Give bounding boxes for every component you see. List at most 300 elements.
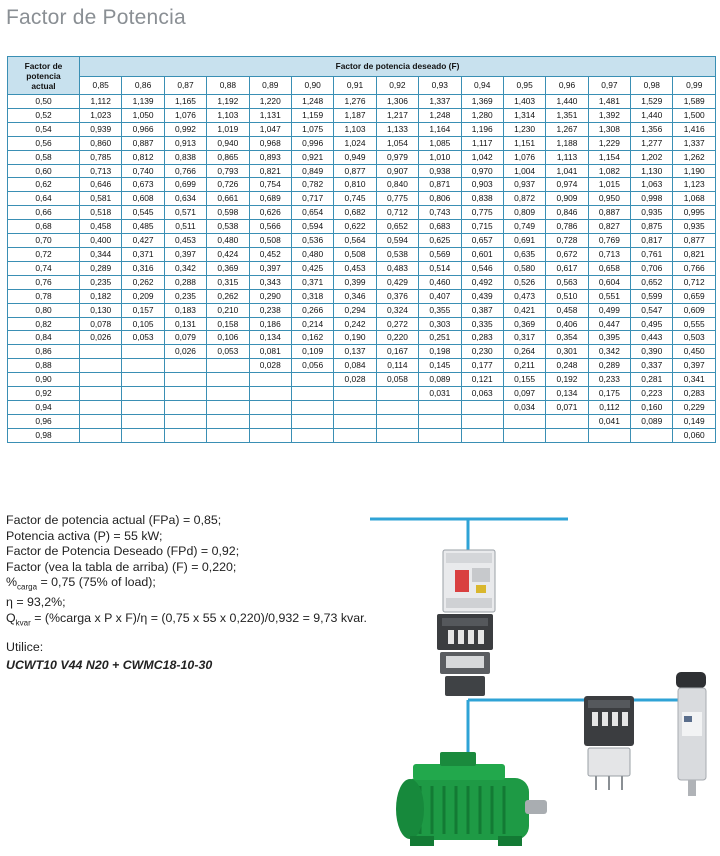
- factor-cell: 0,190: [334, 331, 376, 345]
- factor-cell: 0,581: [80, 192, 122, 206]
- factor-cell: 0,105: [122, 317, 164, 331]
- factor-cell: [80, 345, 122, 359]
- desired-pf-column-header: 0,97: [588, 77, 630, 95]
- factor-cell: 0,427: [122, 234, 164, 248]
- factor-cell: 1,369: [461, 95, 503, 109]
- factor-cell: 0,355: [419, 303, 461, 317]
- factor-cell: 0,301: [546, 345, 588, 359]
- factor-cell: 0,483: [376, 261, 418, 275]
- factor-cell: 1,117: [461, 136, 503, 150]
- factor-cell: 0,503: [673, 331, 716, 345]
- factor-cell: [164, 428, 206, 442]
- factor-cell: 0,761: [631, 247, 673, 261]
- table-row: [8, 303, 716, 317]
- factor-cell: 1,004: [503, 164, 545, 178]
- factor-cell: 0,177: [461, 359, 503, 373]
- factor-cell: 1,082: [588, 164, 630, 178]
- factor-cell: 0,121: [461, 373, 503, 387]
- factor-cell: 0,571: [164, 206, 206, 220]
- factor-cell: 0,342: [164, 261, 206, 275]
- factor-cell: 1,103: [334, 122, 376, 136]
- current-pf-cell: 0,90: [8, 373, 80, 387]
- factor-cell: 0,281: [631, 373, 673, 387]
- factor-cell: [80, 400, 122, 414]
- table-row: [8, 275, 716, 289]
- factor-cell: 0,538: [207, 220, 249, 234]
- factor-cell: 0,453: [334, 261, 376, 275]
- capacitor-contactor-icon: [584, 696, 634, 790]
- factor-cell: 0,672: [546, 247, 588, 261]
- factor-cell: [164, 414, 206, 428]
- factor-cell: 0,608: [122, 192, 164, 206]
- kvar-formula-line: [6, 611, 406, 631]
- factor-cell: 1,267: [546, 122, 588, 136]
- factor-cell: 0,950: [588, 192, 630, 206]
- power-factor-table: [7, 56, 716, 443]
- factor-cell: 0,183: [164, 303, 206, 317]
- factor-cell: 0,609: [673, 303, 716, 317]
- factor-cell: 0,634: [164, 192, 206, 206]
- factor-cell: 0,248: [546, 359, 588, 373]
- factor-cell: 0,635: [503, 247, 545, 261]
- factor-cell: 0,233: [588, 373, 630, 387]
- factor-cell: 1,306: [376, 95, 418, 109]
- factor-cell: 1,054: [376, 136, 418, 150]
- table-row: [8, 400, 716, 414]
- factor-cell: 1,010: [419, 150, 461, 164]
- factor-cell: 1,190: [673, 164, 716, 178]
- factor-cell: 0,407: [419, 289, 461, 303]
- factor-cell: 1,481: [588, 95, 630, 109]
- current-pf-cell: 0,98: [8, 428, 80, 442]
- factor-cell: 0,318: [291, 289, 333, 303]
- factor-cell: 0,371: [122, 247, 164, 261]
- factor-cell: 0,078: [80, 317, 122, 331]
- factor-cell: [291, 428, 333, 442]
- factor-cell: 1,131: [249, 108, 291, 122]
- factor-cell: 0,995: [673, 206, 716, 220]
- current-pf-cell: 0,66: [8, 206, 80, 220]
- factor-cell: 0,594: [291, 220, 333, 234]
- factor-cell: 1,392: [588, 108, 630, 122]
- factor-cell: 0,547: [631, 303, 673, 317]
- factor-cell: [419, 414, 461, 428]
- factor-cell: 0,182: [80, 289, 122, 303]
- table-row: [8, 95, 716, 109]
- factor-cell: 1,314: [503, 108, 545, 122]
- factor-cell: 0,137: [334, 345, 376, 359]
- factor-cell: 1,063: [631, 178, 673, 192]
- factor-cell: 0,604: [588, 275, 630, 289]
- factor-cell: 0,210: [207, 303, 249, 317]
- factor-cell: [376, 400, 418, 414]
- factor-cell: 1,337: [673, 136, 716, 150]
- factor-cell: 1,015: [588, 178, 630, 192]
- factor-cell: [164, 387, 206, 401]
- factor-cell: 0,793: [207, 164, 249, 178]
- factor-cell: 0,315: [207, 275, 249, 289]
- factor-cell: 1,248: [419, 108, 461, 122]
- factor-cell: 0,106: [207, 331, 249, 345]
- factor-cell: 0,838: [164, 150, 206, 164]
- factor-cell: 0,821: [249, 164, 291, 178]
- current-pf-cell: 0,92: [8, 387, 80, 401]
- factor-cell: [461, 428, 503, 442]
- factor-cell: 0,053: [207, 345, 249, 359]
- table-row: [8, 247, 716, 261]
- desired-pf-column-header: 0,86: [122, 77, 164, 95]
- factor-cell: 1,202: [631, 150, 673, 164]
- factor-cell: 0,495: [631, 317, 673, 331]
- factor-cell: 0,235: [164, 289, 206, 303]
- factor-cell: 0,406: [546, 317, 588, 331]
- factor-cell: 1,356: [631, 122, 673, 136]
- factor-cell: 0,907: [376, 164, 418, 178]
- factor-cell: [376, 387, 418, 401]
- factor-cell: [546, 428, 588, 442]
- current-pf-cell: 0,56: [8, 136, 80, 150]
- factor-cell: 1,280: [461, 108, 503, 122]
- factor-cell: 0,998: [631, 192, 673, 206]
- factor-cell: 0,317: [503, 331, 545, 345]
- calculation-example: [6, 513, 406, 631]
- factor-cell: 0,659: [673, 289, 716, 303]
- factor-cell: [207, 387, 249, 401]
- factor-cell: 0,097: [503, 387, 545, 401]
- contactor-icon: [437, 614, 493, 696]
- current-pf-cell: 0,58: [8, 150, 80, 164]
- factor-cell: 0,546: [461, 261, 503, 275]
- factor-cell: [249, 373, 291, 387]
- current-pf-header-line-2: potencia: [26, 70, 61, 81]
- factor-cell: 0,337: [631, 359, 673, 373]
- factor-cell: [631, 428, 673, 442]
- factor-cell: 0,026: [80, 331, 122, 345]
- factor-cell: 0,473: [503, 289, 545, 303]
- factor-cell: 0,601: [461, 247, 503, 261]
- table-row: [8, 345, 716, 359]
- factor-cell: 0,343: [249, 275, 291, 289]
- circuit-breaker-icon: [443, 550, 495, 612]
- factor-cell: 0,316: [122, 261, 164, 275]
- factor-cell: 0,060: [673, 428, 716, 442]
- factor-cell: 0,162: [291, 331, 333, 345]
- factor-cell: [164, 373, 206, 387]
- factor-cell: 0,838: [461, 192, 503, 206]
- factor-cell: 0,740: [122, 164, 164, 178]
- factor-cell: 0,289: [588, 359, 630, 373]
- factor-cell: 0,510: [546, 289, 588, 303]
- factor-cell: 1,130: [631, 164, 673, 178]
- factor-cell: 0,262: [207, 289, 249, 303]
- factor-cell: 0,397: [673, 359, 716, 373]
- factor-cell: 0,160: [631, 400, 673, 414]
- factor-cell: 0,192: [546, 373, 588, 387]
- factor-cell: 0,369: [207, 261, 249, 275]
- factor-cell: [122, 387, 164, 401]
- factor-cell: 0,289: [80, 261, 122, 275]
- current-pf-cell: 0,54: [8, 122, 80, 136]
- factor-cell: 1,187: [334, 108, 376, 122]
- factor-cell: [80, 414, 122, 428]
- factor-cell: 0,344: [80, 247, 122, 261]
- factor-cell: 0,041: [588, 414, 630, 428]
- factor-cell: 0,970: [461, 164, 503, 178]
- current-pf-cell: 0,68: [8, 220, 80, 234]
- table-row: [8, 289, 716, 303]
- desired-pf-column-header: 0,89: [249, 77, 291, 95]
- factor-cell: 0,617: [546, 261, 588, 275]
- factor-cell: 0,887: [588, 206, 630, 220]
- factor-cell: 1,351: [546, 108, 588, 122]
- factor-cell: 1,047: [249, 122, 291, 136]
- factor-cell: 1,337: [419, 95, 461, 109]
- factor-cell: 0,371: [291, 275, 333, 289]
- current-pf-cell: 0,52: [8, 108, 80, 122]
- current-pf-header-line-3: actual: [31, 80, 56, 91]
- factor-cell: 0,775: [376, 192, 418, 206]
- factor-cell: 0,769: [588, 234, 630, 248]
- factor-cell: 0,706: [631, 261, 673, 275]
- factor-cell: 0,460: [419, 275, 461, 289]
- factor-cell: 0,598: [207, 206, 249, 220]
- factor-cell: [249, 387, 291, 401]
- factor-cell: 0,089: [631, 414, 673, 428]
- factor-cell: [503, 414, 545, 428]
- use-label: Utilice:: [6, 640, 44, 654]
- electric-motor-icon: [396, 752, 547, 846]
- current-pf-cell: 0,76: [8, 275, 80, 289]
- factor-cell: 0,341: [673, 373, 716, 387]
- table-row: [8, 150, 716, 164]
- factor-cell: 0,214: [291, 317, 333, 331]
- factor-cell: 0,131: [164, 317, 206, 331]
- load-percent-subscript: carga: [17, 582, 38, 592]
- factor-cell: 0,657: [461, 234, 503, 248]
- factor-cell: 0,053: [122, 331, 164, 345]
- kvar-subscript: kvar: [15, 618, 31, 628]
- factor-cell: 0,938: [419, 164, 461, 178]
- factor-cell: 0,821: [673, 247, 716, 261]
- factor-cell: 0,158: [207, 317, 249, 331]
- factor-cell: [80, 359, 122, 373]
- factor-cell: 0,827: [588, 220, 630, 234]
- factor-cell: 1,165: [164, 95, 206, 109]
- factor-cell: 0,860: [80, 136, 122, 150]
- factor-cell: 0,745: [334, 192, 376, 206]
- factor-cell: 0,699: [164, 178, 206, 192]
- factor-cell: 0,480: [207, 234, 249, 248]
- factor-cell: 0,346: [334, 289, 376, 303]
- desired-pf-column-header: 0,91: [334, 77, 376, 95]
- factor-cell: 0,458: [546, 303, 588, 317]
- factor-cell: 0,937: [503, 178, 545, 192]
- factor-cell: 0,157: [122, 303, 164, 317]
- desired-pf-column-header: 0,90: [291, 77, 333, 95]
- factor-cell: [122, 428, 164, 442]
- factor-cell: 1,164: [419, 122, 461, 136]
- factor-cell: 0,996: [291, 136, 333, 150]
- factor-cell: [122, 400, 164, 414]
- factor-cell: 1,123: [673, 178, 716, 192]
- desired-pf-column-header: 0,94: [461, 77, 503, 95]
- factor-cell: 0,683: [419, 220, 461, 234]
- factor-cell: 0,155: [503, 373, 545, 387]
- factor-cell: [291, 387, 333, 401]
- factor-cell: 0,903: [461, 178, 503, 192]
- table-row: [8, 234, 716, 248]
- factor-cell: 1,085: [419, 136, 461, 150]
- factor-cell: [122, 414, 164, 428]
- current-pf-cell: 0,74: [8, 261, 80, 275]
- factor-cell: 0,447: [588, 317, 630, 331]
- factor-cell: 0,871: [419, 178, 461, 192]
- factor-cell: 0,849: [291, 164, 333, 178]
- desired-pf-column-header: 0,95: [503, 77, 545, 95]
- factor-cell: 0,782: [291, 178, 333, 192]
- factor-cell: 0,921: [291, 150, 333, 164]
- factor-cell: 1,133: [376, 122, 418, 136]
- factor-cell: 0,652: [631, 275, 673, 289]
- factor-cell: 0,354: [546, 331, 588, 345]
- factor-cell: [207, 428, 249, 442]
- desired-pf-column-header: 0,92: [376, 77, 418, 95]
- factor-cell: 0,691: [503, 234, 545, 248]
- kvar-formula: = (%carga x P x F)/η = (0,75 x 55 x 0,220)/0,932 = 9,73 kvar.: [30, 611, 367, 626]
- factor-cell: 0,109: [291, 345, 333, 359]
- factor-cell: 0,081: [249, 345, 291, 359]
- factor-cell: 0,508: [334, 247, 376, 261]
- factor-cell: 0,130: [80, 303, 122, 317]
- factor-cell: [249, 400, 291, 414]
- factor-cell: 0,262: [122, 275, 164, 289]
- factor-cell: 0,775: [461, 206, 503, 220]
- factor-cell: 1,068: [673, 192, 716, 206]
- column-header-row: [8, 77, 716, 95]
- current-pf-header: [8, 57, 80, 95]
- factor-cell: 0,167: [376, 345, 418, 359]
- factor-cell: 0,712: [376, 206, 418, 220]
- factor-cell: 0,940: [207, 136, 249, 150]
- factor-cell: 0,754: [249, 178, 291, 192]
- desired-pf-header: Factor de potencia deseado (F): [80, 57, 716, 77]
- factor-cell: 0,682: [334, 206, 376, 220]
- product-code: UCWT10 V44 N20 + CWMC18-10-30: [6, 658, 213, 672]
- factor-cell: [164, 359, 206, 373]
- factor-cell: 0,909: [546, 192, 588, 206]
- current-pf-cell: 0,50: [8, 95, 80, 109]
- current-pf-cell: 0,64: [8, 192, 80, 206]
- desired-pf-line: Factor de Potencia Deseado (FPd) = 0,92;: [6, 544, 240, 559]
- factor-cell: 0,514: [419, 261, 461, 275]
- factor-cell: 0,452: [249, 247, 291, 261]
- factor-cell: 0,935: [673, 220, 716, 234]
- desired-pf-column-header: 0,93: [419, 77, 461, 95]
- factor-cell: 0,238: [249, 303, 291, 317]
- factor-cell: 0,264: [503, 345, 545, 359]
- factor-cell: 1,024: [334, 136, 376, 150]
- factor-cell: 0,134: [546, 387, 588, 401]
- factor-cell: 1,277: [631, 136, 673, 150]
- factor-cell: 0,518: [80, 206, 122, 220]
- current-pf-cell: 0,60: [8, 164, 80, 178]
- current-pf-cell: 0,84: [8, 331, 80, 345]
- factor-cell: 0,689: [249, 192, 291, 206]
- factor-cell: [249, 414, 291, 428]
- table-row: [8, 178, 716, 192]
- factor-cell: 0,625: [419, 234, 461, 248]
- factor-cell: 0,766: [164, 164, 206, 178]
- factor-cell: 0,443: [631, 331, 673, 345]
- factor-cell: [291, 373, 333, 387]
- factor-cell: 0,913: [164, 136, 206, 150]
- factor-cell: 0,425: [291, 261, 333, 275]
- table-row: [8, 108, 716, 122]
- factor-cell: 0,812: [122, 150, 164, 164]
- table-row: [8, 122, 716, 136]
- factor-cell: 1,308: [588, 122, 630, 136]
- factor-cell: 0,785: [80, 150, 122, 164]
- factor-cell: 0,992: [164, 122, 206, 136]
- factor-cell: 1,154: [588, 150, 630, 164]
- load-percent-line: [6, 575, 406, 595]
- factor-cell: 0,034: [503, 400, 545, 414]
- table-row: [8, 317, 716, 331]
- factor-cell: 0,290: [249, 289, 291, 303]
- factor-cell: 0,145: [419, 359, 461, 373]
- current-pf-cell: 0,88: [8, 359, 80, 373]
- factor-cell: 0,887: [122, 136, 164, 150]
- factor-cell: [419, 400, 461, 414]
- factor-cell: 0,508: [249, 234, 291, 248]
- factor-cell: 0,223: [631, 387, 673, 401]
- factor-cell: 0,376: [376, 289, 418, 303]
- factor-cell: 0,526: [503, 275, 545, 289]
- factor-cell: [122, 345, 164, 359]
- table-row: [8, 261, 716, 275]
- current-pf-cell: 0,62: [8, 178, 80, 192]
- factor-cell: 0,211: [503, 359, 545, 373]
- table-row: [8, 428, 716, 442]
- factor-cell: [249, 428, 291, 442]
- factor-cell: [546, 414, 588, 428]
- factor-cell: 0,266: [291, 303, 333, 317]
- factor-cell: 1,262: [673, 150, 716, 164]
- factor-cell: 0,220: [376, 331, 418, 345]
- factor-cell: 0,786: [546, 220, 588, 234]
- factor-cell: 1,529: [631, 95, 673, 109]
- factor-cell: 0,242: [334, 317, 376, 331]
- factor-cell: 0,272: [376, 317, 418, 331]
- factor-cell: 0,661: [207, 192, 249, 206]
- factor-cell: 0,492: [461, 275, 503, 289]
- factor-cell: 1,151: [503, 136, 545, 150]
- factor-cell: 0,026: [164, 345, 206, 359]
- factor-cell: 0,324: [376, 303, 418, 317]
- table-row: [8, 331, 716, 345]
- factor-cell: 0,840: [376, 178, 418, 192]
- factor-cell: 0,658: [588, 261, 630, 275]
- factor-cell: 0,966: [122, 122, 164, 136]
- factor-cell: 0,397: [164, 247, 206, 261]
- factor-cell: [334, 414, 376, 428]
- factor-cell: 1,230: [503, 122, 545, 136]
- factor-cell: [122, 359, 164, 373]
- factor-cell: 0,209: [122, 289, 164, 303]
- capacitor-icon: [676, 672, 706, 796]
- current-pf-cell: 0,80: [8, 303, 80, 317]
- factor-cell: 0,551: [588, 289, 630, 303]
